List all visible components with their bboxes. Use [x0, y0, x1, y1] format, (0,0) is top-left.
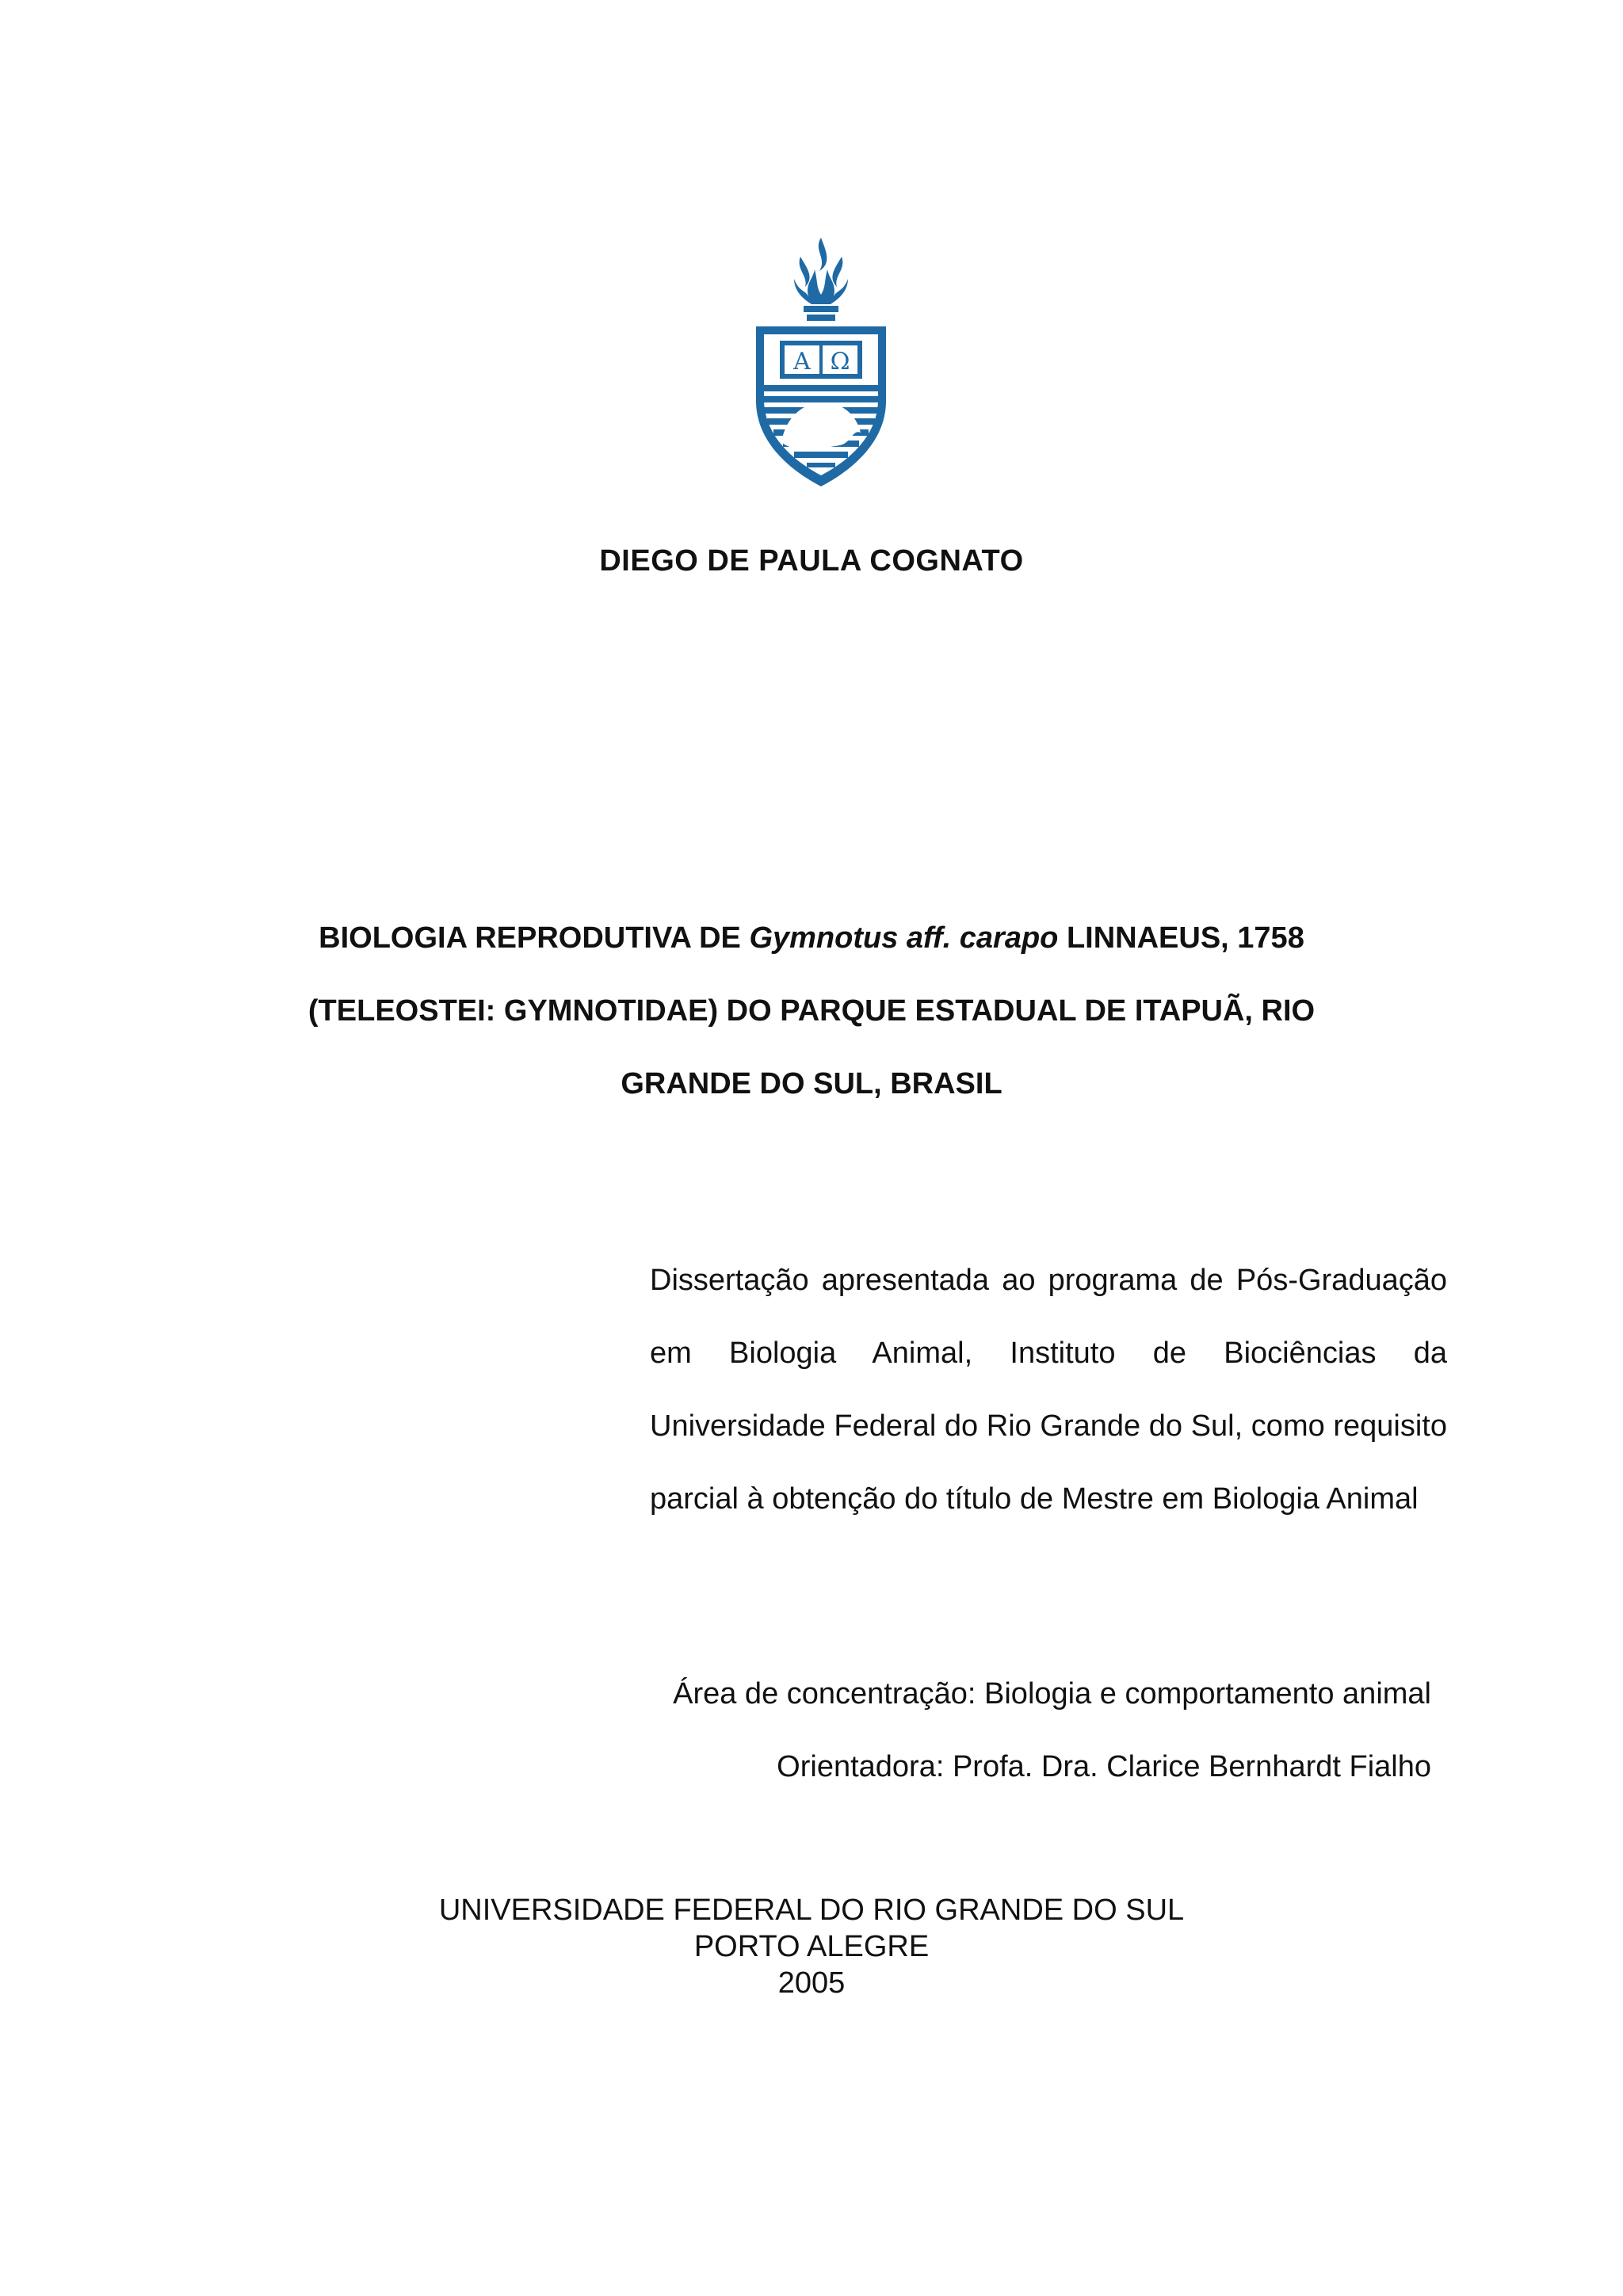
title-suffix: LINNAEUS, 1758 [1058, 921, 1304, 955]
author-name: DIEGO DE PAULA COGNATO [599, 544, 1024, 578]
dissertation-title [238, 902, 1385, 1120]
publication-year: 2005 [777, 1966, 846, 2000]
dissertation-statement: Dissertação apresentada ao programa de Pós-Graduação em Biologia Animal, Instituto de Biociências da Universidade Federal do Rio Grande do Sul, como requisito parcial à obtenção do título de Mestre em Biologia Animal [650, 1264, 1447, 1516]
omega-glyph: Ω [830, 348, 850, 376]
advisor-line: Orientadora: Profa. Dra. Clarice Bernhardt Fialho [777, 1750, 1431, 1783]
species-name: Gymnotus aff. carapo [749, 921, 1059, 955]
title-line-3: GRANDE DO SUL, BRASIL [621, 1067, 1002, 1100]
torch-shield-icon [750, 235, 892, 488]
title-prefix: BIOLOGIA REPRODUTIVA DE [319, 921, 750, 955]
institution-city: PORTO ALEGRE [693, 1930, 930, 1963]
university-logo [750, 235, 892, 488]
alpha-glyph: Α [793, 348, 811, 376]
institution-name: UNIVERSIDADE FEDERAL DO RIO GRANDE DO SUL [438, 1894, 1185, 1927]
title-line-2: (TELEOSTEI: GYMNOTIDAE) DO PARQUE ESTADUAL DE ITAPUÃ, RIO [307, 994, 1316, 1028]
title-line-1 [238, 902, 1385, 974]
institution-block [0, 1892, 1623, 2001]
concentration-area: Área de concentração: Biologia e comportamento animal [673, 1677, 1431, 1711]
